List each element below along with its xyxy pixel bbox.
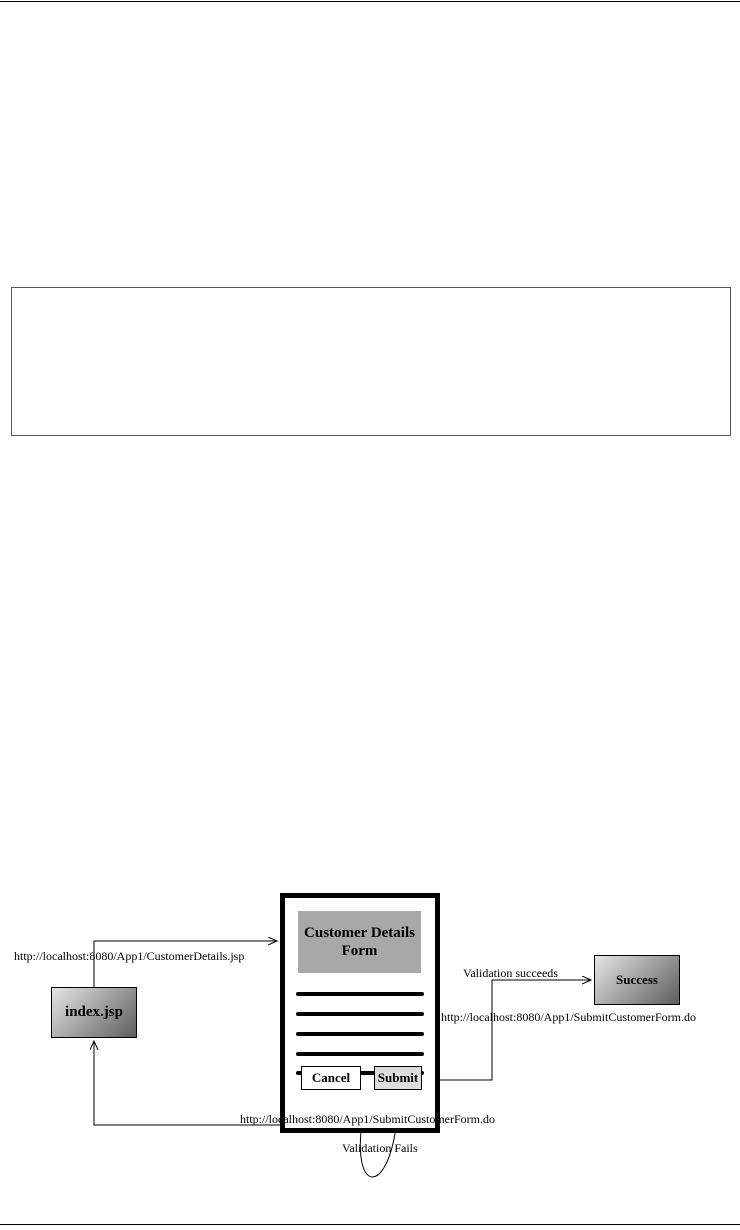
cancel-url-label: http://localhost:8080/App1/SubmitCustomerForm.do — [240, 1112, 496, 1126]
submit-url-label: http://localhost:8080/App1/SubmitCustomerForm.do — [441, 1010, 697, 1024]
form-field-line — [296, 1032, 424, 1036]
index-jsp-node: index.jsp — [51, 987, 137, 1038]
edge-submit-to-success — [422, 980, 591, 1080]
success-node: Success — [594, 955, 680, 1005]
form-field-line — [296, 992, 424, 996]
validation-fails-label: Validation Fails — [342, 1141, 418, 1155]
cancel-button: Cancel — [301, 1066, 361, 1090]
page-flow-diagram — [0, 885, 740, 1185]
page-top-rule — [0, 1, 740, 2]
form-url-label: http://localhost:8080/App1/CustomerDetails.jsp — [14, 949, 245, 963]
form-field-line — [296, 1052, 424, 1056]
page-bottom-rule — [0, 1224, 740, 1225]
edge-index-to-form — [94, 941, 277, 987]
form-title: Customer Details Form — [298, 911, 421, 973]
code-listing-box — [11, 287, 731, 436]
form-field-line — [296, 1012, 424, 1016]
validation-succeeds-label: Validation succeeds — [463, 966, 558, 980]
submit-button: Submit — [374, 1066, 422, 1090]
